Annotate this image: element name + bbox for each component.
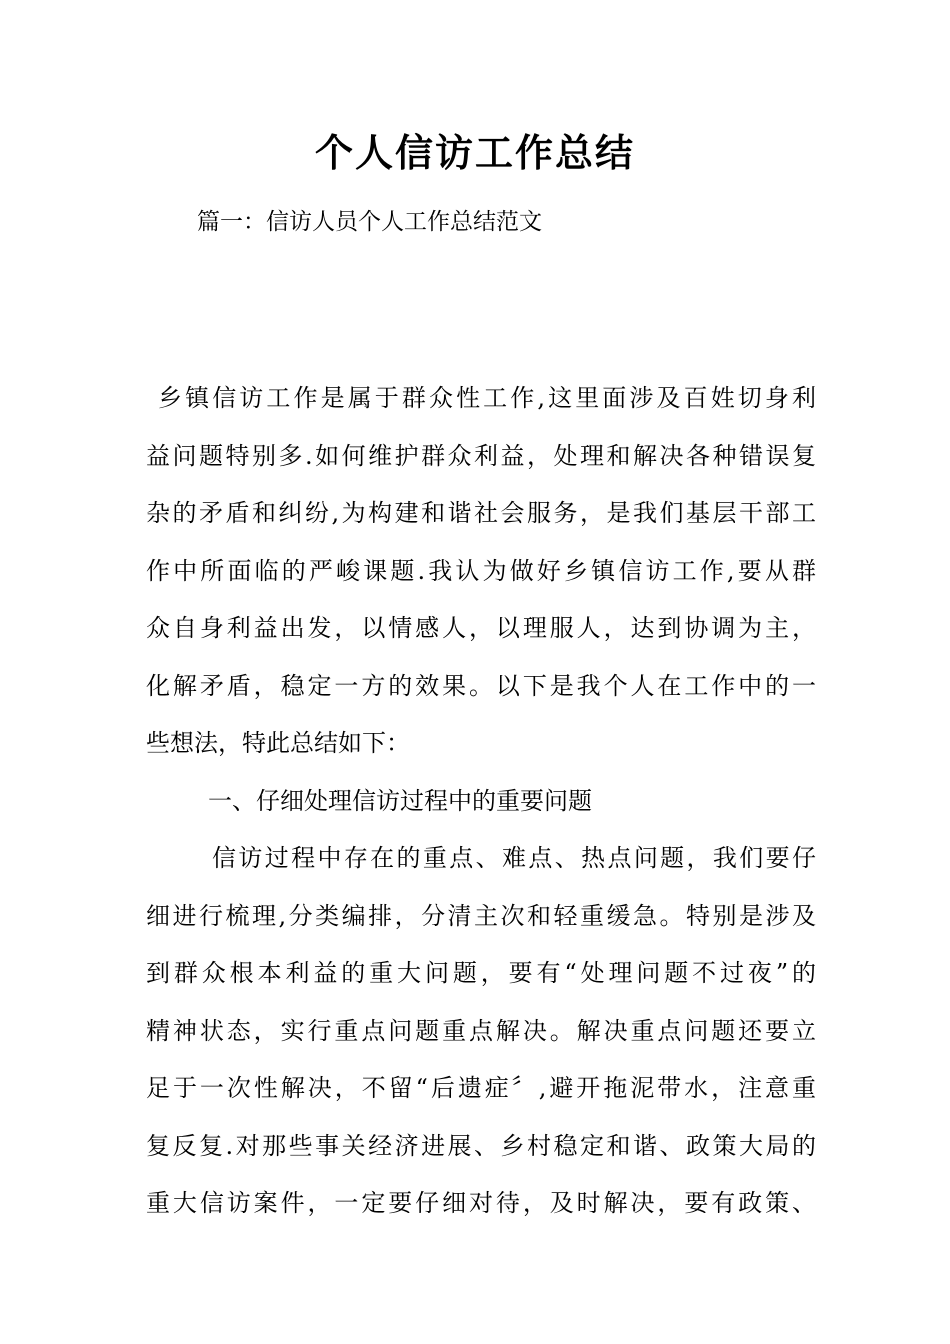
text-line: 杂的矛盾和纠纷,为构建和谐社会服务，是我们基层干部工 bbox=[146, 499, 816, 527]
text-line: 信访过程中存在的重点、难点、热点问题，我们要仔 bbox=[212, 844, 816, 872]
document-title: 个人信访工作总结 bbox=[314, 130, 635, 175]
text-line: 些想法，特此总结如下： bbox=[146, 729, 410, 757]
text-line: 益问题特别多.如何维护群众利益，处理和解决各种错误复 bbox=[146, 441, 816, 470]
text-line: 细进行梳理,分类编排，分清主次和轻重缓急。特别是涉及 bbox=[146, 901, 816, 930]
text-line: 作中所面临的严峻课题.我认为做好乡镇信访工作,要从群 bbox=[146, 556, 816, 585]
text-line: 化解矛盾，稳定一方的效果。以下是我个人在工作中的一 bbox=[146, 671, 816, 700]
document-body bbox=[146, 370, 816, 1233]
text-line: 众自身利益出发，以情感人，以理服人，达到协调为主， bbox=[146, 614, 816, 642]
text-line: 重大信访案件，一定要仔细对待，及时解决，要有政策、 bbox=[146, 1189, 816, 1217]
text-line: 精神状态，实行重点问题重点解决。解决重点问题还要立 bbox=[146, 1016, 816, 1045]
text-line: 复反复.对那些事关经济进展、乡村稳定和谐、政策大局的 bbox=[146, 1131, 816, 1160]
text-line: 足于一次性解决，不留“后遗症〞,避开拖泥带水，注意重 bbox=[146, 1074, 816, 1102]
text-line: 到群众根本利益的重大问题，要有“处理问题不过夜”的 bbox=[146, 959, 816, 987]
text-line: 乡镇信访工作是属于群众性工作,这里面涉及百姓切身利 bbox=[158, 384, 816, 412]
section-heading: 一、仔细处理信访过程中的重要问题 bbox=[208, 786, 592, 815]
document-subtitle: 篇一：信访人员个人工作总结范文 bbox=[197, 209, 542, 235]
